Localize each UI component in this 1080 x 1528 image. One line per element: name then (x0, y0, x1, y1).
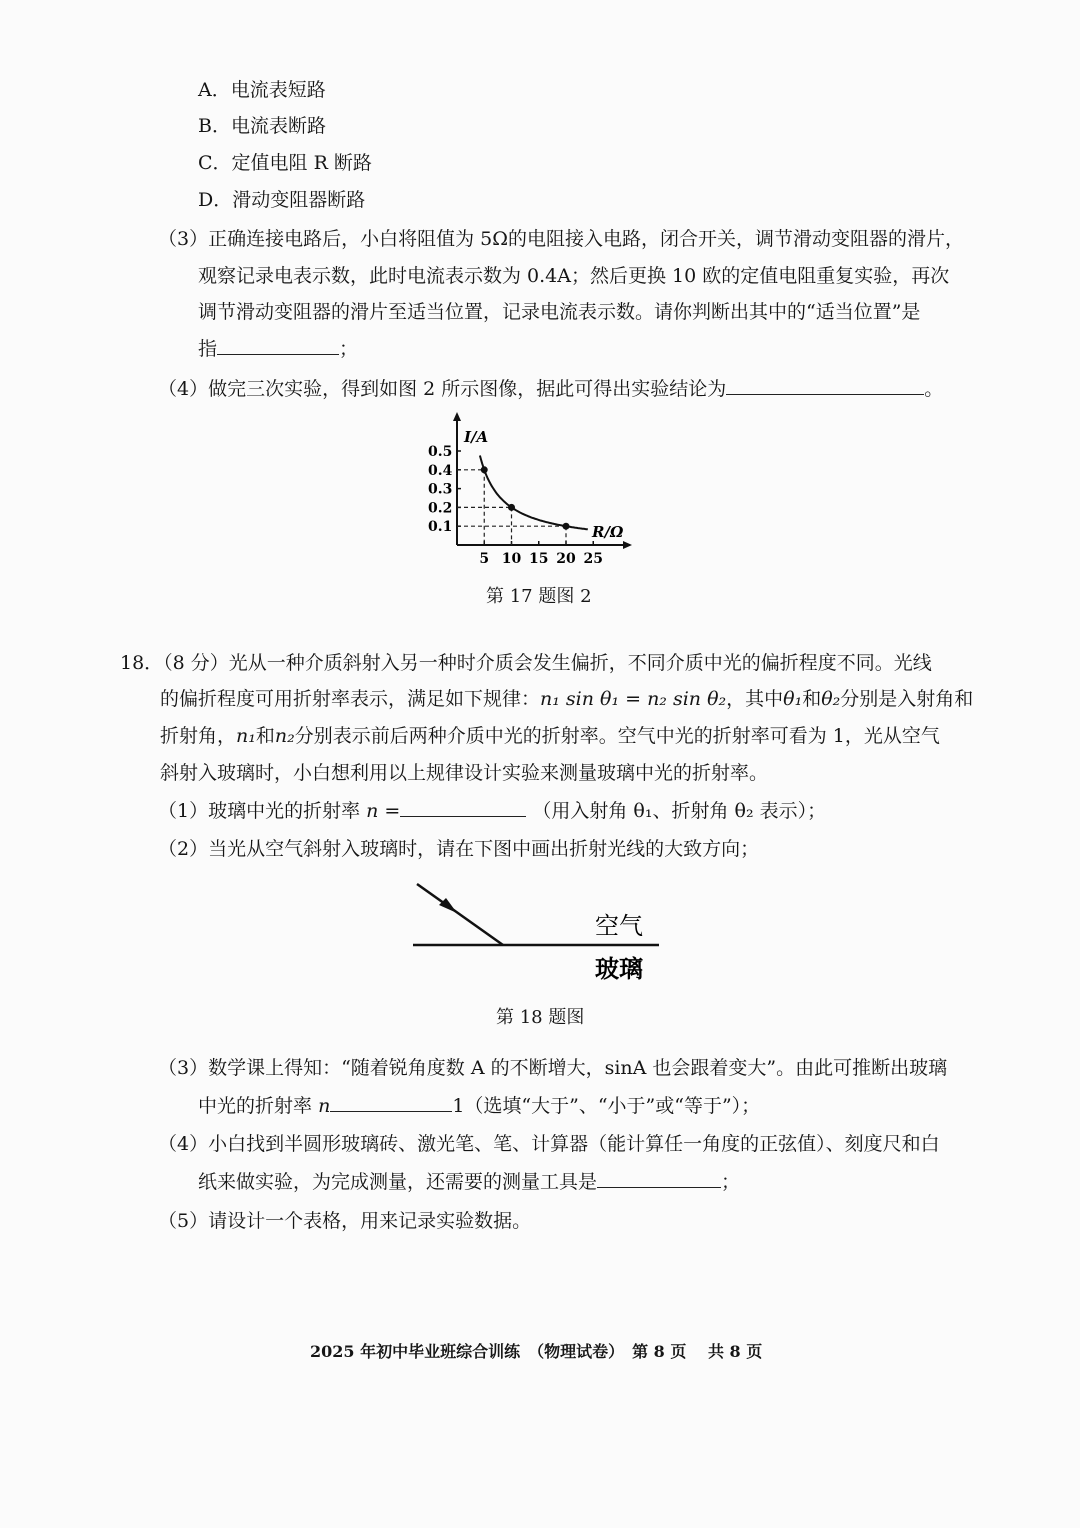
q17-3-answer-blank[interactable] (217, 336, 339, 355)
q17-3-line3: 调节滑动变阻器的滑片至适当位置，记录电流表示数。请你判断出其中的“适当位置”是 (198, 301, 921, 323)
q18-4-answer-blank[interactable] (597, 1169, 721, 1188)
q17-3-line2: 观察记录电表示数，此时电流表示数为 0.4A；然后更换 10 欧的定值电阻重复实验，再次 (198, 265, 950, 287)
theta2-symbol: θ₂ (821, 688, 841, 710)
page-footer: 2025 年初中毕业班综合训练 （物理试卷） 第 8 页 共 8 页 (310, 1342, 763, 1361)
x-tick-label: 5 (479, 551, 490, 567)
q18-line3 (160, 723, 940, 749)
q18-1-line (158, 798, 826, 824)
q18-4-line2 (198, 1169, 740, 1195)
x-axis-label: R/Ω (592, 523, 624, 541)
q17-3-line4 (198, 336, 358, 362)
glass-label: 玻璃 (595, 954, 643, 983)
q17-4-line (158, 376, 943, 402)
incident-ray (417, 884, 503, 945)
q18-line2-b: ，其中 (726, 688, 784, 710)
q18-3-suffix: 1（选填“大于”、“小于”或“等于”）； (452, 1095, 761, 1117)
q18-line3-c: 分别表示前后两种介质中光的折射率。空气中光的折射率可看为 1，光从空气 (294, 725, 940, 747)
q17-3-prefix: 指 (198, 338, 218, 360)
q18-1-suffix: （用入射角 θ₁、折射角 θ₂ 表示）； (532, 800, 827, 822)
x-tick-label: 25 (583, 551, 603, 567)
q18-4-suffix: ； (721, 1171, 741, 1193)
q18-line3-a: 折射角， (160, 725, 237, 747)
q18-line4: 斜射入玻璃时，小白想利用以上规律设计实验来测量玻璃中光的折射率。 (160, 762, 769, 784)
q18-4-line1: （4）小白找到半圆形玻璃砖、激光笔、笔、计算器（能计算任一角度的正弦值）、刻度尺和白 (158, 1133, 940, 1155)
q18-3-n: n (318, 1095, 331, 1117)
y-axis-label: I/A (464, 428, 489, 446)
q18-line2 (160, 686, 973, 712)
y-tick-label: 0.2 (428, 500, 453, 517)
data-point (563, 523, 570, 530)
q18-1-n: n = (366, 800, 401, 822)
refraction-formula: n₁ sin θ₁ = n₂ sin θ₂ (540, 688, 727, 710)
q18-line2-d: 分别是入射角和 (840, 688, 974, 710)
y-tick-label: 0.4 (428, 462, 453, 479)
q18-4-prefix: 纸来做实验，为完成测量，还需要的测量工具是 (198, 1171, 598, 1193)
n2-symbol: n₂ (274, 725, 295, 747)
q18-line3-b: 和 (255, 725, 275, 747)
q18-line1: 18．（8 分）光从一种介质斜射入另一种时介质会发生偏折，不同介质中光的偏折程度不同。光线 (120, 652, 932, 674)
figure-17-caption: 第 17 题图 2 (486, 586, 592, 607)
q18-5-line: （5）请设计一个表格，用来记录实验数据。 (158, 1210, 532, 1232)
q17-4-prefix: （4）做完三次实验，得到如图 2 所示图像，据此可得出实验结论为 (158, 378, 727, 400)
figure-18-caption: 第 18 题图 (496, 1007, 585, 1028)
x-tick-label: 10 (501, 551, 522, 567)
x-tick-label: 15 (529, 551, 549, 567)
n1-symbol: n₁ (236, 725, 256, 747)
q18-3-line2 (198, 1093, 760, 1119)
q18-1-answer-blank[interactable] (400, 798, 526, 817)
q18-2-line: （2）当光从空气斜射入玻璃时，请在下图中画出折射光线的大致方向； (158, 838, 760, 860)
q17-3-suffix: ； (339, 338, 359, 360)
q18-3-answer-blank[interactable] (330, 1093, 452, 1112)
option-b: B．电流表断路 (198, 115, 326, 137)
y-tick-label: 0.1 (428, 519, 453, 536)
q18-line2-a: 的偏折程度可用折射率表示，满足如下规律： (160, 688, 541, 710)
y-tick-label: 0.3 (428, 481, 453, 498)
x-axis-arrow-icon (623, 541, 632, 549)
q18-3-line1: （3）数学课上得知：“随着锐角度数 A 的不断增大，sinA 也会跟着变大”。由此可推断出玻璃 (158, 1057, 948, 1079)
q18-line2-c: 和 (802, 688, 822, 710)
option-c: C．定值电阻 R 断路 (198, 152, 372, 174)
y-tick-label: 0.5 (428, 444, 453, 460)
q18-1-prefix: （1）玻璃中光的折射率 (158, 800, 361, 822)
data-curve (480, 456, 588, 530)
q17-4-suffix: 。 (924, 378, 944, 400)
air-label: 空气 (595, 912, 643, 940)
refraction-figure (405, 876, 675, 986)
data-point (508, 504, 515, 511)
q17-4-answer-blank[interactable] (726, 376, 924, 395)
q17-3-line1: （3）正确连接电路后，小白将阻值为 5Ω的电阻接入电路，闭合开关，调节滑动变阻器的滑片， (158, 228, 964, 250)
x-tick-label: 20 (556, 551, 576, 567)
iv-chart (420, 408, 640, 568)
option-d: D．滑动变阻器断路 (198, 189, 366, 211)
q18-3-prefix: 中光的折射率 (198, 1095, 313, 1117)
option-a: A．电流表短路 (198, 79, 326, 101)
theta1-symbol: θ₁ (783, 688, 803, 710)
y-axis-arrow-icon (453, 412, 461, 421)
data-point (481, 466, 488, 473)
